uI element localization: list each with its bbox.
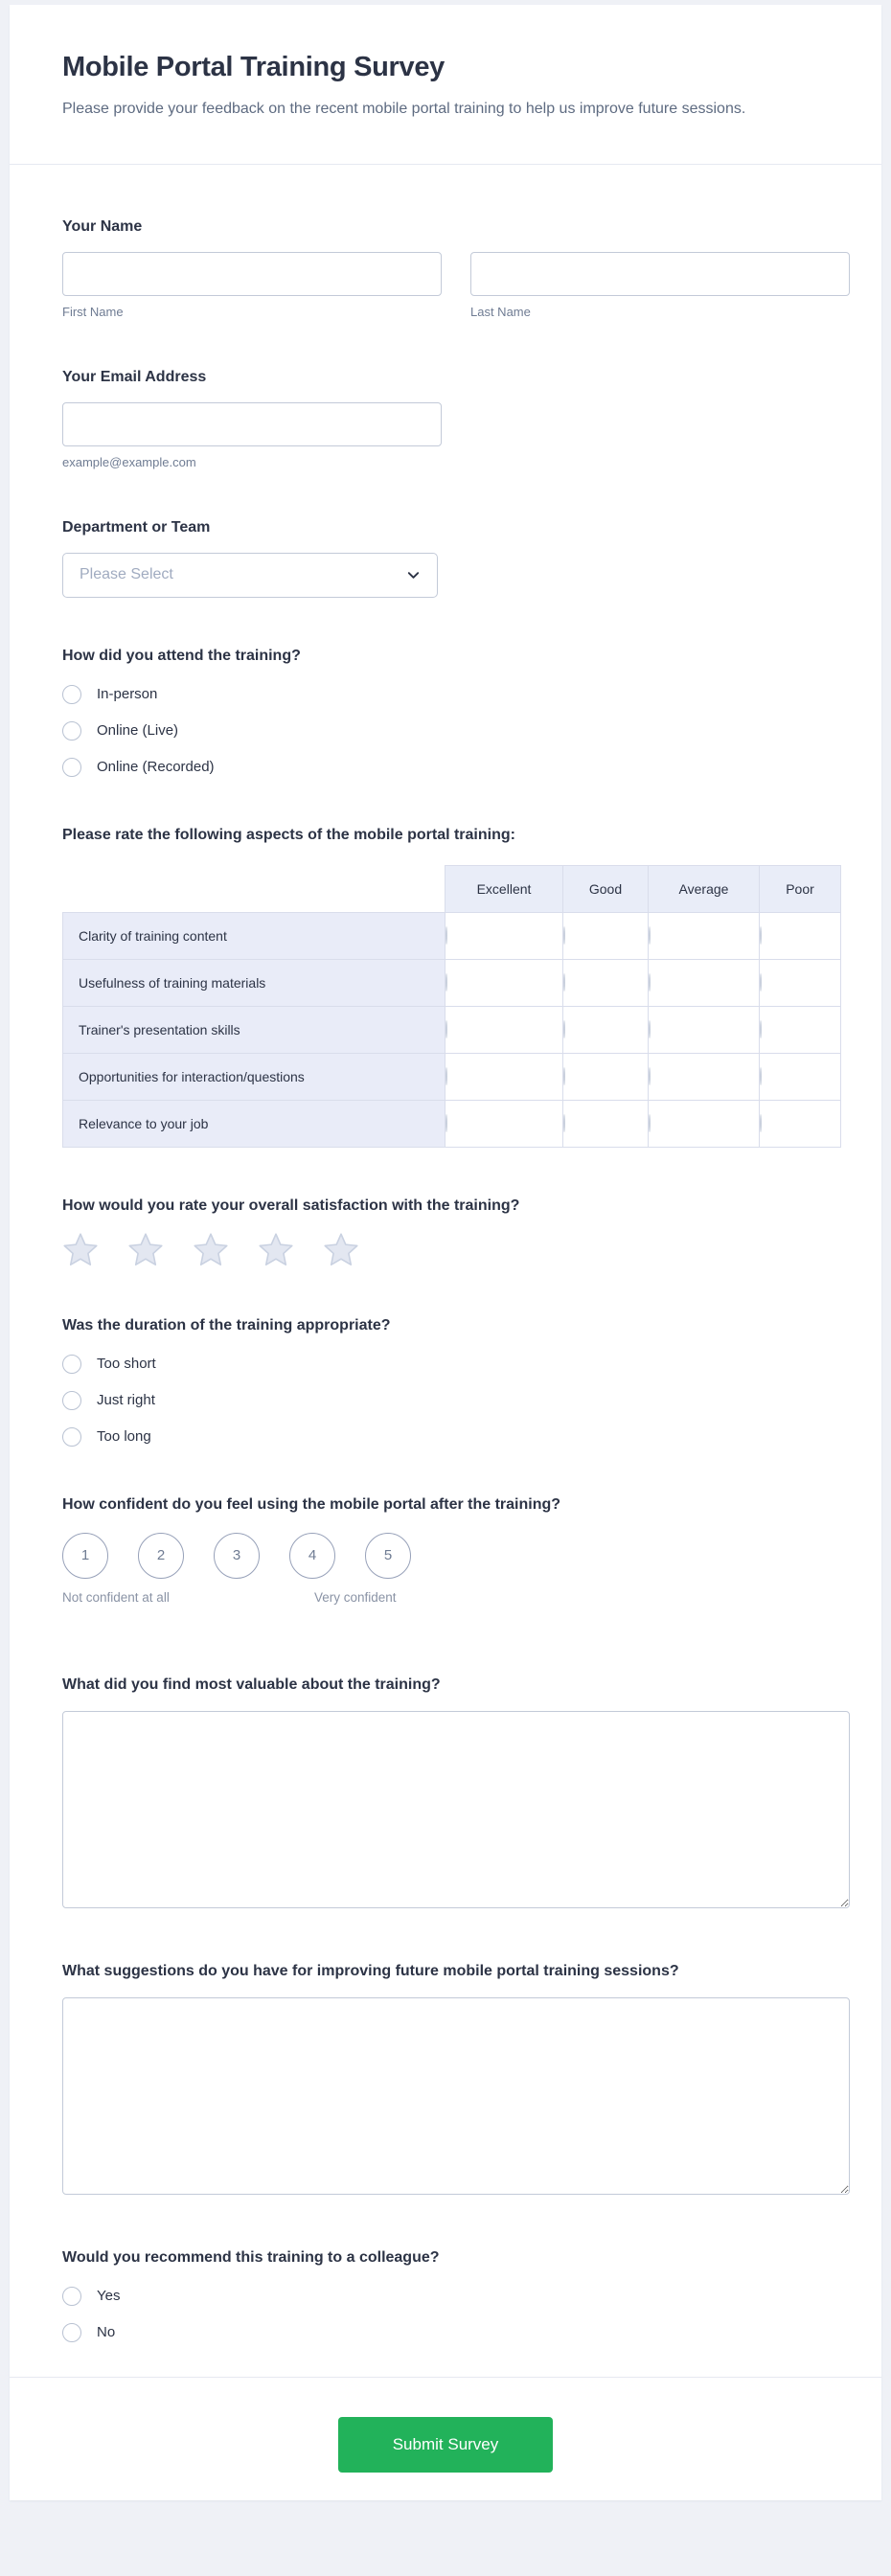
star-icon[interactable]	[62, 1232, 99, 1267]
form-title: Mobile Portal Training Survey	[62, 52, 445, 82]
matrix-row-label: Clarity of training content	[63, 912, 446, 959]
matrix-radio[interactable]	[649, 926, 651, 945]
confidence-question-label: How confident do you feel using the mobile portal after the training?	[62, 1495, 561, 1513]
question-satisfaction	[62, 1197, 850, 1267]
duration-question-label: Was the duration of the training appropriate?	[62, 1316, 391, 1334]
matrix-radio[interactable]	[446, 1114, 447, 1132]
attendance-option-online-recorded[interactable]	[62, 758, 850, 777]
star-icon[interactable]	[127, 1232, 164, 1267]
duration-option-label: Just right	[97, 1392, 155, 1409]
matrix-radio[interactable]	[649, 973, 651, 992]
question-recommend	[62, 2249, 850, 2342]
recommend-option-label: No	[97, 2324, 116, 2341]
question-duration	[62, 1317, 850, 1447]
matrix-radio[interactable]	[563, 1020, 565, 1038]
star-icon[interactable]	[323, 1232, 359, 1267]
duration-option-just-right[interactable]	[62, 1391, 850, 1410]
radio-icon[interactable]	[62, 758, 81, 777]
submit-row	[10, 2378, 881, 2500]
star-icon[interactable]	[193, 1232, 229, 1267]
attendance-option-in-person[interactable]	[62, 685, 850, 704]
survey-form-card	[10, 5, 881, 2500]
duration-option-label: Too short	[97, 1356, 156, 1373]
question-attendance	[62, 648, 850, 777]
matrix-column-header: Average	[649, 865, 760, 912]
attendance-option-online-live[interactable]	[62, 721, 850, 741]
confidence-scale	[62, 1533, 850, 1579]
matrix-row-label: Opportunities for interaction/questions	[63, 1053, 446, 1100]
attendance-option-label: In-person	[97, 686, 158, 703]
department-select-value: Please Select	[80, 566, 173, 583]
radio-icon[interactable]	[62, 2287, 81, 2306]
radio-icon[interactable]	[62, 2323, 81, 2342]
matrix-row-label: Usefulness of training materials	[63, 959, 446, 1006]
first-name-input[interactable]	[62, 252, 442, 296]
valuable-question-label: What did you find most valuable about the training?	[62, 1676, 441, 1693]
matrix-column-header: Excellent	[446, 865, 563, 912]
rating-matrix-label: Please rate the following aspects of the mobile portal training:	[62, 826, 515, 843]
form-subtitle: Please provide your feedback on the recent mobile portal training to help us improve future sessions.	[62, 101, 746, 117]
submit-survey-button[interactable]: Submit Survey	[338, 2417, 553, 2473]
radio-icon[interactable]	[62, 1427, 81, 1447]
radio-icon[interactable]	[62, 721, 81, 741]
table-row	[63, 959, 841, 1006]
recommend-option-no[interactable]	[62, 2323, 850, 2342]
duration-option-label: Too long	[97, 1428, 151, 1446]
suggestions-textarea[interactable]	[62, 1997, 850, 2195]
attendance-question-label: How did you attend the training?	[62, 647, 301, 664]
attendance-option-label: Online (Recorded)	[97, 759, 215, 776]
radio-icon[interactable]	[62, 1391, 81, 1410]
department-question-label: Department or Team	[62, 518, 211, 536]
star-rating	[62, 1232, 850, 1267]
recommend-question-label: Would you recommend this training to a colleague?	[62, 2248, 440, 2266]
form-body	[10, 165, 881, 2377]
scale-option-4[interactable]: 4	[289, 1533, 335, 1579]
matrix-radio[interactable]	[760, 973, 762, 992]
recommend-option-yes[interactable]	[62, 2287, 850, 2306]
star-icon[interactable]	[258, 1232, 294, 1267]
suggestions-question-label: What suggestions do you have for improving future mobile portal training sessions?	[62, 1962, 679, 1979]
scale-option-3[interactable]: 3	[214, 1533, 260, 1579]
table-row	[63, 1053, 841, 1100]
matrix-radio[interactable]	[446, 973, 447, 992]
scale-min-label: Not confident at all	[62, 1589, 170, 1605]
question-suggestions	[62, 1963, 850, 2200]
table-row	[63, 1100, 841, 1147]
matrix-radio[interactable]	[563, 926, 565, 945]
radio-icon[interactable]	[62, 685, 81, 704]
matrix-radio[interactable]	[760, 1020, 762, 1038]
question-name	[62, 218, 850, 319]
matrix-radio[interactable]	[760, 1067, 762, 1085]
valuable-textarea[interactable]	[62, 1711, 850, 1908]
question-department	[62, 519, 850, 598]
attendance-option-label: Online (Live)	[97, 722, 179, 740]
recommend-option-label: Yes	[97, 2288, 121, 2305]
last-name-sublabel: Last Name	[470, 304, 531, 319]
email-sublabel: example@example.com	[62, 454, 196, 469]
matrix-radio[interactable]	[563, 1114, 565, 1132]
matrix-radio[interactable]	[446, 1067, 447, 1085]
matrix-column-header: Poor	[760, 865, 841, 912]
scale-option-1[interactable]: 1	[62, 1533, 108, 1579]
matrix-radio[interactable]	[446, 926, 447, 945]
question-email	[62, 369, 850, 469]
name-question-label: Your Name	[62, 217, 143, 235]
department-select[interactable]	[62, 553, 438, 598]
duration-option-too-short[interactable]	[62, 1355, 850, 1374]
question-valuable	[62, 1676, 850, 1913]
rating-matrix-table	[62, 865, 841, 1148]
email-question-label: Your Email Address	[62, 368, 207, 385]
matrix-column-header: Good	[563, 865, 649, 912]
email-input[interactable]	[62, 402, 442, 446]
matrix-radio[interactable]	[563, 1067, 565, 1085]
first-name-sublabel: First Name	[62, 304, 124, 319]
form-header	[10, 5, 881, 164]
satisfaction-question-label: How would you rate your overall satisfaction with the training?	[62, 1197, 520, 1214]
matrix-radio[interactable]	[649, 1114, 651, 1132]
chevron-down-icon	[406, 568, 421, 582]
matrix-radio[interactable]	[649, 1020, 651, 1038]
matrix-row-label: Relevance to your job	[63, 1100, 446, 1147]
matrix-radio[interactable]	[446, 1020, 447, 1038]
scale-max-label: Very confident	[314, 1589, 397, 1605]
matrix-radio[interactable]	[649, 1067, 651, 1085]
table-row	[63, 1006, 841, 1053]
last-name-input[interactable]	[470, 252, 850, 296]
table-row	[63, 912, 841, 959]
matrix-row-label: Trainer's presentation skills	[63, 1006, 446, 1053]
scale-option-2[interactable]: 2	[138, 1533, 184, 1579]
matrix-corner-cell	[63, 865, 446, 912]
scale-option-5[interactable]: 5	[365, 1533, 411, 1579]
question-confidence	[62, 1496, 850, 1627]
radio-icon[interactable]	[62, 1355, 81, 1374]
question-rating-matrix	[62, 827, 850, 1148]
matrix-radio[interactable]	[563, 973, 565, 992]
matrix-radio[interactable]	[760, 926, 762, 945]
duration-option-too-long[interactable]	[62, 1427, 850, 1447]
matrix-radio[interactable]	[760, 1114, 762, 1132]
